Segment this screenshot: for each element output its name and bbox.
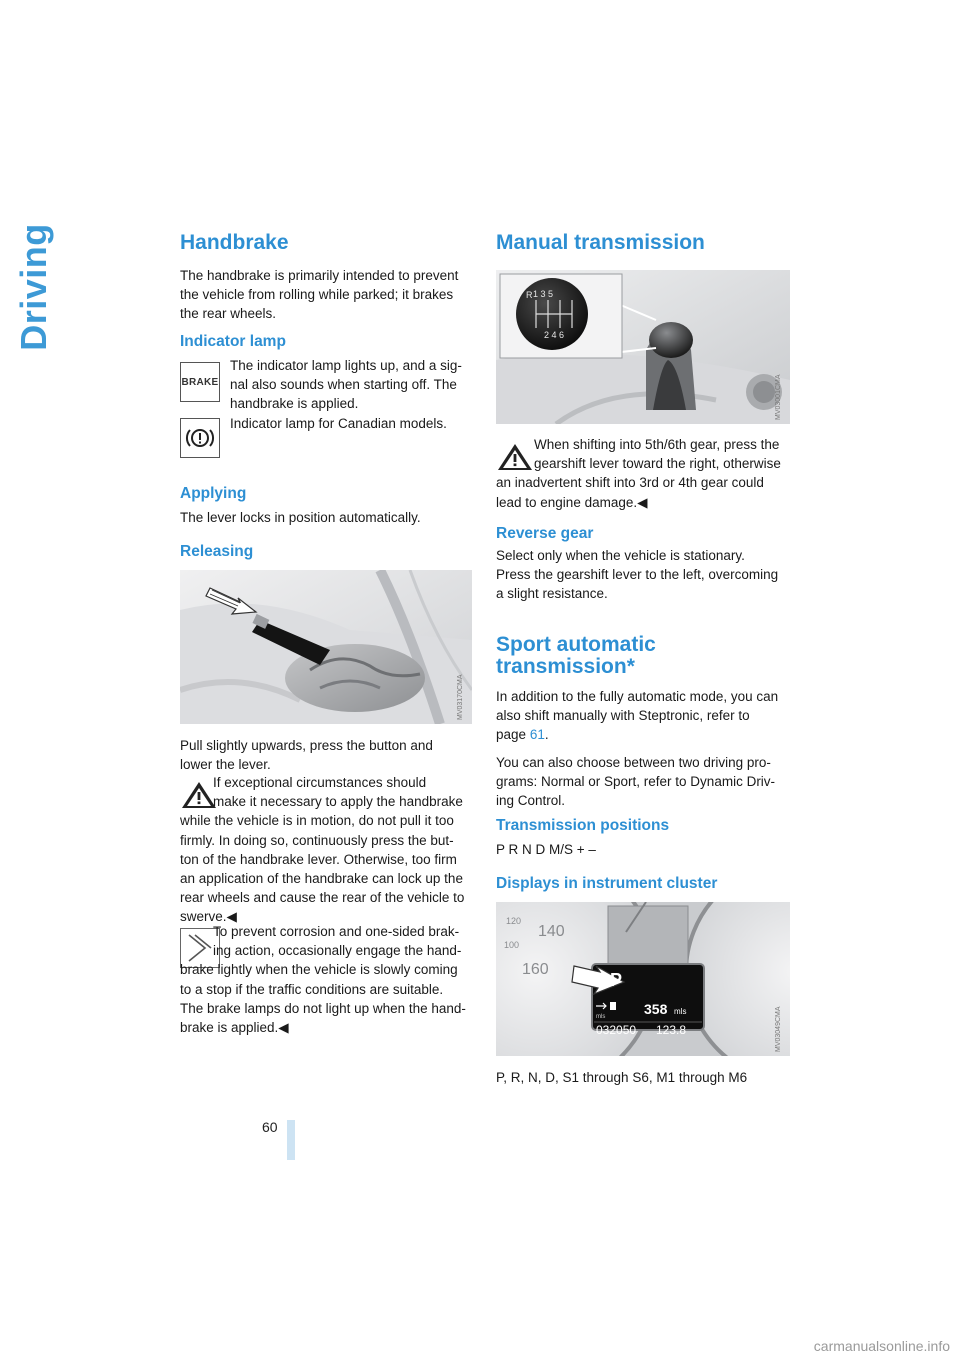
handbrake-warning-line: while the vehicle is in motion, do not pull it too	[180, 813, 454, 829]
handbrake-note-line: brake lightly when the vehicle is slowly coming	[180, 962, 458, 978]
speed-tick-label: 160	[522, 961, 549, 978]
gearshift-warning	[496, 435, 781, 512]
page-number: 60	[262, 1119, 278, 1135]
releasing-line: lower the lever.	[180, 757, 271, 773]
handbrake-note-line: brake is applied.◀	[180, 1020, 289, 1036]
gear-label-bottom: 2 4 6	[544, 330, 565, 340]
indicator-lamp-line: nal also sounds when starting off. The	[230, 377, 457, 393]
handbrake-note	[180, 922, 466, 1037]
page-61-link[interactable]: 61	[529, 727, 545, 743]
sport-intro-line: also shift manually with Steptronic, refer to	[496, 708, 750, 724]
handbrake-warning-line: firmly. In doing so, continuously press the but-	[180, 832, 454, 848]
page-ref-prefix: page	[496, 727, 527, 743]
handbrake-drawing	[180, 570, 472, 724]
manual-transmission-heading: Manual transmission	[496, 231, 705, 254]
handbrake-warning-line: an application of the handbrake can lock up the	[180, 871, 463, 887]
section-tab	[10, 223, 58, 351]
handbrake-warning	[180, 773, 464, 927]
brake-indicator-icon-text: BRAKE	[181, 376, 219, 388]
transmission-positions-heading: Transmission positions	[496, 817, 670, 834]
canadian-indicator-text: Indicator lamp for Canadian models.	[230, 416, 447, 431]
handbrake-note-line: ing action, occasionally engage the hand-	[213, 943, 462, 959]
right-column	[496, 228, 790, 1108]
instrument-cluster-drawing	[496, 902, 790, 1056]
cluster-trip: 123.8	[656, 1023, 687, 1037]
driving-programs-line: You can also choose between two driving pro-	[496, 755, 771, 770]
speed-tick-label: 140	[538, 923, 565, 940]
instrument-cluster-heading: Displays in instrument cluster	[496, 875, 718, 892]
left-column	[180, 228, 472, 1108]
driving-programs-line: ing Control.	[496, 793, 566, 809]
gearshift-illustration	[496, 270, 790, 424]
handbrake-note-line: To prevent corrosion and one-sided brak-	[213, 924, 460, 939]
sport-intro	[496, 687, 778, 745]
driving-programs-text	[496, 753, 775, 811]
indicator-lamp-text	[230, 356, 462, 414]
indicator-lamp-heading: Indicator lamp	[180, 333, 286, 350]
sport-automatic-heading	[496, 634, 656, 678]
reverse-gear-line: Select only when the vehicle is stationary.	[496, 548, 745, 563]
handbrake-illustration	[180, 570, 472, 724]
cluster-caption: P, R, N, D, S1 through S6, M1 through M6	[496, 1070, 748, 1085]
gearshift-warning-line: an inadvertent shift into 3rd or 4th gear could	[496, 475, 764, 491]
reverse-gear-text	[496, 546, 778, 604]
speed-tick-label: 100	[504, 940, 520, 950]
cluster-range-unit: mls	[674, 1007, 687, 1016]
footer-watermark: carmanualsonline.info	[813, 1338, 950, 1354]
driving-programs-line: grams: Normal or Sport, refer to Dynamic Driv-	[496, 774, 776, 790]
canadian-brake-symbol	[185, 426, 215, 450]
handbrake-warning-line: rear wheels and cause the rear of the vehicle to	[180, 890, 465, 906]
handbrake-intro-line: the rear wheels.	[180, 306, 277, 322]
handbrake-warning-line: ton of the handbrake lever. Otherwise, too firm	[180, 851, 457, 867]
handbrake-intro-line: the vehicle from rolling while parked; it brakes	[180, 287, 454, 303]
handbrake-warning-line: If exceptional circumstances should	[213, 775, 427, 790]
handbrake-note-line: to a stop if the traffic conditions are suitable.	[180, 981, 444, 997]
handbrake-heading: Handbrake	[180, 231, 289, 254]
indicator-lamp-line: handbrake is applied.	[230, 396, 359, 412]
sport-intro-line: In addition to the fully automatic mode, you can	[496, 689, 779, 704]
cluster-gear: P	[610, 970, 623, 990]
handbrake-image-code: MV03170CMA	[457, 674, 464, 720]
gear-label-reverse: R	[526, 290, 533, 300]
indicator-lamp-line: The indicator lamp lights up, and a sig-	[230, 358, 462, 373]
speed-tick-label: 120	[506, 916, 522, 926]
cluster-odometer: 032050	[596, 1023, 637, 1037]
releasing-text	[180, 736, 433, 774]
sport-automatic-heading-line: transmission*	[496, 655, 635, 678]
gearshift-drawing	[496, 270, 790, 424]
handbrake-intro	[180, 266, 458, 324]
releasing-line: Pull slightly upwards, press the button and	[180, 738, 433, 753]
handbrake-warning-line: make it necessary to apply the handbrake	[213, 794, 463, 810]
gearshift-warning-line: lead to engine damage.◀	[496, 494, 648, 510]
reverse-gear-line: Press the gearshift lever to the left, overcoming	[496, 567, 779, 583]
sport-intro-line	[496, 725, 778, 744]
cluster-range: 358	[644, 1001, 668, 1017]
handbrake-note-line: The brake lamps do not light up when the hand-	[180, 1000, 466, 1016]
cluster-small-unit: mls	[596, 1014, 606, 1020]
gearshift-warning-line: When shifting into 5th/6th gear, press the	[534, 437, 780, 452]
releasing-heading: Releasing	[180, 543, 254, 560]
reverse-gear-line: a slight resistance.	[496, 586, 608, 602]
gearshift-warning-line: gearshift lever toward the right, otherwise	[534, 456, 781, 472]
transmission-positions-text: P R N D M/S + –	[496, 842, 596, 857]
gearshift-image-code: MV03001CMA	[775, 374, 782, 420]
applying-heading: Applying	[180, 485, 247, 502]
instrument-cluster-illustration	[496, 902, 790, 1056]
gear-label-top: 1 3 5	[533, 289, 554, 299]
page-ref-suffix: .	[544, 727, 549, 743]
sport-automatic-heading-line: Sport automatic	[496, 633, 656, 656]
reverse-gear-heading: Reverse gear	[496, 525, 594, 542]
cluster-image-code: MV03049CMA	[775, 1006, 782, 1052]
applying-text: The lever locks in position automatically.	[180, 510, 421, 525]
page-marker-bar	[287, 1120, 295, 1160]
section-tab-label: Driving	[13, 223, 55, 351]
brake-indicator-icon	[180, 362, 220, 402]
handbrake-intro-line: The handbrake is primarily intended to prevent	[180, 268, 459, 283]
handbrake-warning-line: swerve.◀	[180, 909, 237, 925]
canadian-brake-indicator-icon	[180, 418, 220, 458]
